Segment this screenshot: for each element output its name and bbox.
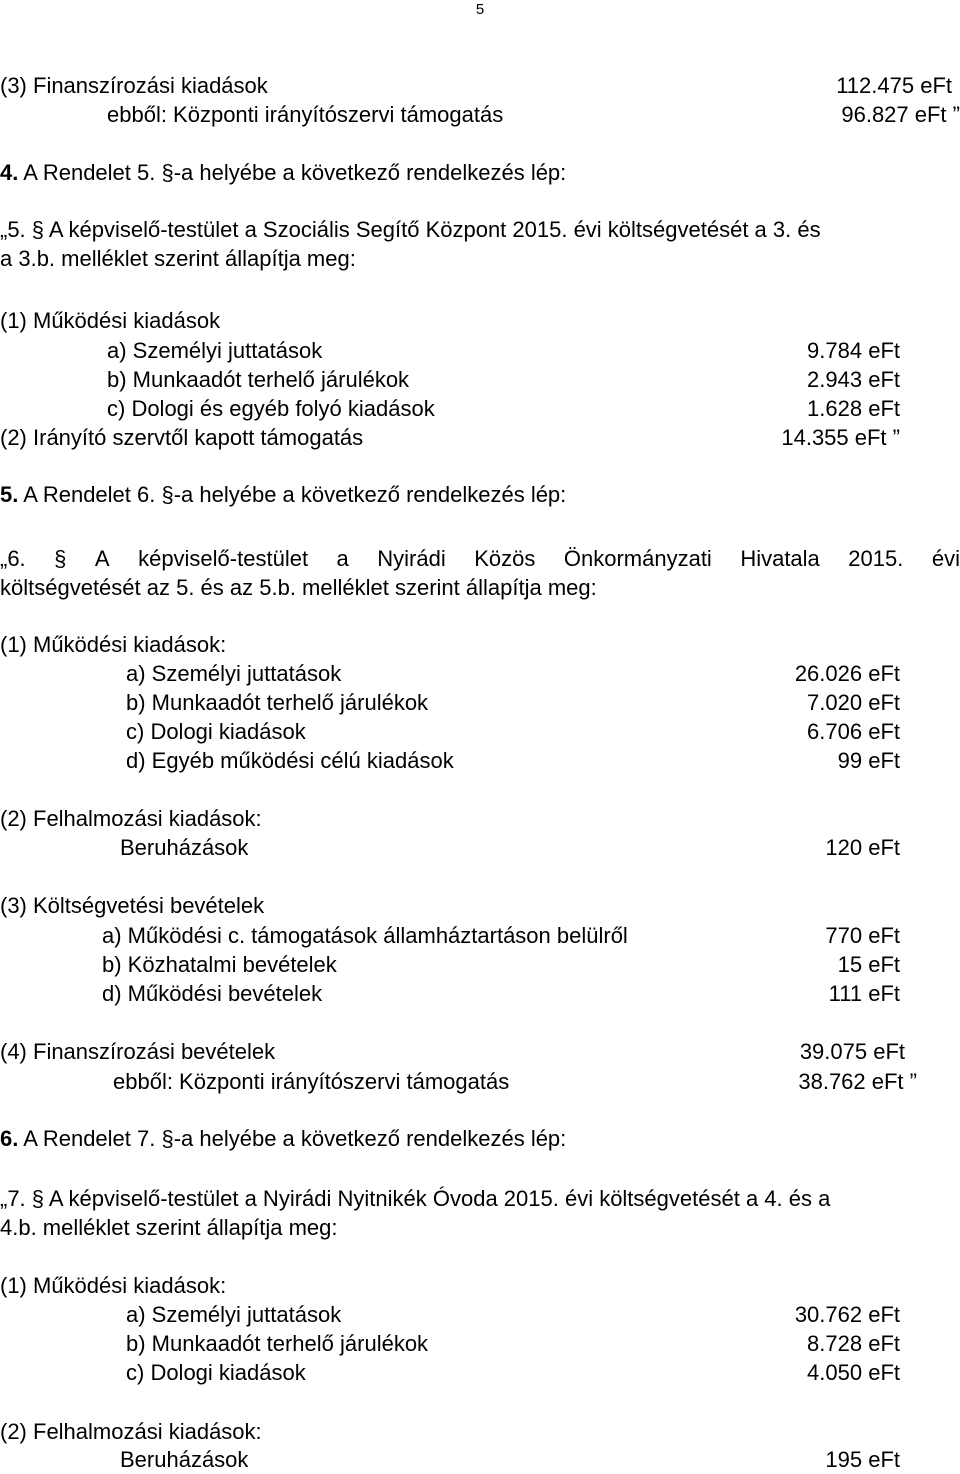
para6-word: § <box>54 546 67 571</box>
para6-material-value: 6.706 eFt <box>807 719 900 744</box>
para7-material-label: c) Dologi kiadások <box>126 1360 306 1385</box>
para6-word: képviselő-testület <box>138 546 309 571</box>
para6-contrib-value: 7.020 eFt <box>807 690 900 715</box>
para6-word: Hivatala <box>740 546 820 571</box>
central-support-label: ebből: Központi irányítószervi támogatás <box>107 102 504 127</box>
para6-personnel-label: a) Személyi juttatások <box>126 661 342 686</box>
para6-word: A <box>94 546 110 571</box>
para5-material-label: c) Dologi és egyéb folyó kiadások <box>107 396 435 421</box>
para6-word: Önkormányzati <box>563 546 712 571</box>
amendment-5-text: A Rendelet 6. §-a helyébe a következő rendelkezés lép: <box>23 482 567 507</box>
amendment-5-number: 5. <box>0 482 19 507</box>
financing-expenses-label: (3) Finanszírozási kiadások <box>0 73 268 98</box>
amendment-4-text: A Rendelet 5. §-a helyébe a következő rendelkezés lép: <box>23 160 567 185</box>
para5-personnel-label: a) Személyi juttatások <box>107 338 323 363</box>
para6-word: 2015. <box>848 546 904 571</box>
para7-operating-heading: (1) Működési kiadások: <box>0 1273 227 1298</box>
para5-personnel-value: 9.784 eFt <box>807 338 900 363</box>
central-support-value: 96.827 eFt ” <box>841 102 960 127</box>
para6-financing-value: 39.075 eFt <box>799 1039 905 1064</box>
para5-operating-heading: (1) Működési kiadások <box>0 308 221 333</box>
para7-line1: „7. § A képviselő-testület a Nyirádi Nyitnikék Óvoda 2015. évi költségvetését a 4. és a <box>0 1186 831 1211</box>
para6-investment-value: 120 eFt <box>825 835 900 860</box>
para6-word: a <box>336 546 349 571</box>
para5-line1: „5. § A képviselő-testület a Szociális Segítő Központ 2015. évi költségvetését a 3. és <box>0 217 821 242</box>
para6-word: évi <box>931 546 960 571</box>
para6-line2: költségvetését az 5. és az 5.b. melléklet szerint állapítja meg: <box>0 575 597 600</box>
para6-word: „6. <box>0 546 26 571</box>
para5-support-value: 14.355 eFt ” <box>781 425 900 450</box>
para5-line2: a 3.b. melléklet szerint állapítja meg: <box>0 246 356 271</box>
para6-personnel-value: 26.026 eFt <box>794 661 900 686</box>
para7-personnel-value: 30.762 eFt <box>794 1302 900 1327</box>
para5-material-value: 1.628 eFt <box>807 396 900 421</box>
para7-contrib-value: 8.728 eFt <box>807 1331 900 1356</box>
para7-contrib-label: b) Munkaadót terhelő járulékok <box>126 1331 429 1356</box>
amendment-6-number: 6. <box>0 1126 19 1151</box>
para6-op-grants-label: a) Működési c. támogatások államháztartáson belülről <box>102 923 628 948</box>
para6-op-grants-value: 770 eFt <box>825 923 900 948</box>
para5-contrib-label: b) Munkaadót terhelő járulékok <box>107 367 410 392</box>
para7-investment-value: 195 eFt <box>825 1447 900 1472</box>
para6-material-label: c) Dologi kiadások <box>126 719 306 744</box>
para6-revenue-heading: (3) Költségvetési bevételek <box>0 893 265 918</box>
amendment-4 <box>0 159 566 187</box>
amendment-6-text: A Rendelet 7. §-a helyébe a következő rendelkezés lép: <box>23 1126 567 1151</box>
para6-central-support-value: 38.762 eFt ” <box>798 1069 917 1094</box>
amendment-6 <box>0 1125 566 1153</box>
para6-line1 <box>0 545 960 573</box>
para6-op-rev-value: 111 eFt <box>828 981 900 1006</box>
para6-investment-label: Beruházások <box>120 835 249 860</box>
para7-material-value: 4.050 eFt <box>807 1360 900 1385</box>
para6-contrib-label: b) Munkaadót terhelő járulékok <box>126 690 429 715</box>
para5-support-label: (2) Irányító szervtől kapott támogatás <box>0 425 364 450</box>
para6-operating-heading: (1) Működési kiadások: <box>0 632 227 657</box>
para6-public-rev-label: b) Közhatalmi bevételek <box>102 952 337 977</box>
amendment-4-number: 4. <box>0 160 19 185</box>
para6-capital-heading: (2) Felhalmozási kiadások: <box>0 806 262 831</box>
amendment-5 <box>0 481 566 509</box>
para7-personnel-label: a) Személyi juttatások <box>126 1302 342 1327</box>
para5-contrib-value: 2.943 eFt <box>807 367 900 392</box>
para7-line2: 4.b. melléklet szerint állapítja meg: <box>0 1215 338 1240</box>
financing-expenses-value: 112.475 eFt <box>836 73 952 98</box>
para6-financing-label: (4) Finanszírozási bevételek <box>0 1039 276 1064</box>
para6-central-support-label: ebből: Központi irányítószervi támogatás <box>113 1069 510 1094</box>
para6-other-value: 99 eFt <box>837 748 900 773</box>
para6-op-rev-label: d) Működési bevételek <box>102 981 323 1006</box>
para6-other-label: d) Egyéb működési célú kiadások <box>126 748 454 773</box>
page-number: 5 <box>475 1 485 18</box>
para6-public-rev-value: 15 eFt <box>837 952 900 977</box>
para7-capital-heading: (2) Felhalmozási kiadások: <box>0 1419 262 1444</box>
para6-word: Közös <box>474 546 536 571</box>
para6-word: Nyirádi <box>377 546 446 571</box>
para7-investment-label: Beruházások <box>120 1447 249 1472</box>
